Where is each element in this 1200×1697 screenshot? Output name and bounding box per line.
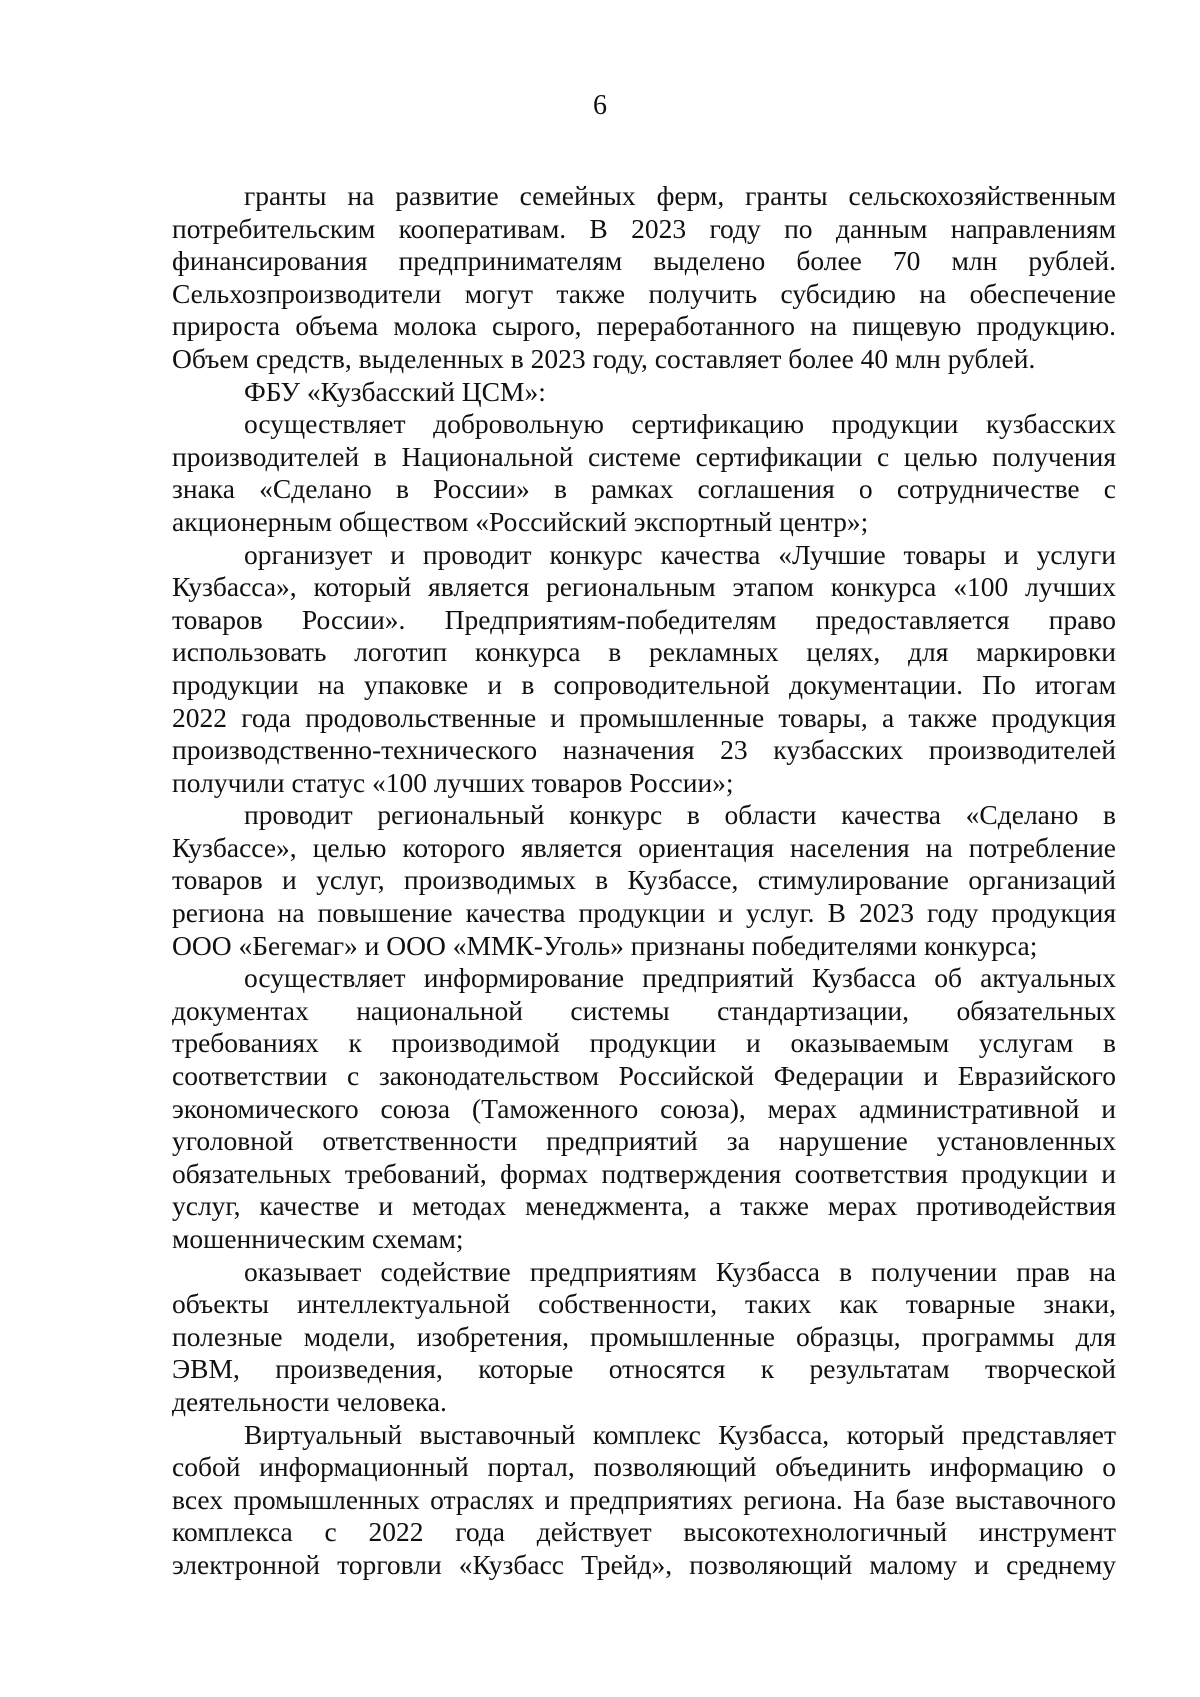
text-line: 2022 года продовольственные и промышленные товары, а также продукция xyxy=(172,701,1116,733)
text-line: обязательных требований, формах подтверждения соответствия продукции и xyxy=(172,1157,1116,1189)
text-line: мошенническим схемам; xyxy=(172,1223,464,1254)
text-line: акционерным обществом «Российский экспортный центр»; xyxy=(172,505,869,537)
text-line: документах национальной системы стандартизации, обязательных xyxy=(172,994,1116,1026)
text-line: уголовной ответственности предприятий за нарушение установленных xyxy=(172,1125,1116,1157)
text-line: товаров и услуг, производимых в Кузбассе, стимулирование организаций xyxy=(172,864,1116,896)
text-line: Кузбасса», который является региональным этапом конкурса «100 лучших xyxy=(172,571,1116,603)
text-line: электронной торговли «Кузбасс Трейд», позволяющий малому и среднему xyxy=(172,1548,1116,1580)
text-line: получили статус «100 лучших товаров России»; xyxy=(172,766,734,798)
text-line: ЭВМ, произведения, которые относятся к результатам творческой xyxy=(172,1353,1116,1385)
text-line: осуществляет информирование предприятий Кузбасса об актуальных xyxy=(244,962,1116,994)
text-line: объекты интеллектуальной собственности, таких как товарные знаки, xyxy=(172,1288,1116,1320)
text-line: прироста объема молока сырого, переработанного на пищевую продукцию. xyxy=(172,310,1116,342)
text-line: собой информационный портал, позволяющий объединить информацию о xyxy=(172,1451,1116,1483)
text-line: услуг, качестве и методах менеджмента, а также мерах противодействия xyxy=(172,1190,1116,1222)
text-line: потребительским кооперативам. В 2023 году по данным направлениям xyxy=(172,212,1116,244)
text-line: Кузбассе», целью которого является ориентация населения на потребление xyxy=(172,831,1116,863)
text-line: знака «Сделано в России» в рамках соглашения о сотрудничестве с xyxy=(172,473,1116,505)
text-line: проводит региональный конкурс в области качества «Сделано в xyxy=(244,799,1116,831)
text-line: оказывает содействие предприятиям Кузбасса в получении прав на xyxy=(244,1255,1116,1287)
text-line: соответствии с законодательством Российской Федерации и Евразийского xyxy=(172,1060,1116,1092)
text-line: производственно-технического назначения 23 кузбасских производителей xyxy=(172,734,1116,766)
text-line: всех промышленных отраслях и предприятиях региона. На базе выставочного xyxy=(172,1483,1116,1515)
text-line: гранты на развитие семейных ферм, гранты сельскохозяйственным xyxy=(244,180,1116,211)
text-line: Виртуальный выставочный комплекс Кузбасса, который представляет xyxy=(244,1418,1116,1450)
text-line: региона на повышение качества продукции и услуг. В 2023 году продукция xyxy=(172,897,1116,929)
text-line: осуществляет добровольную сертификацию продукции кузбасских xyxy=(244,408,1116,440)
text-line: финансирования предпринимателям выделено более 70 млн рублей. xyxy=(172,245,1116,277)
body-text xyxy=(172,180,1116,1582)
text-line: Сельхозпроизводители могут также получить субсидию на обеспечение xyxy=(172,277,1116,309)
text-line: деятельности человека. xyxy=(172,1385,447,1417)
page-number: 6 xyxy=(593,90,607,121)
text-line: использовать логотип конкурса в рекламных целях, для маркировки xyxy=(172,636,1116,668)
text-line: производителей в Национальной системе сертификации с целью получения xyxy=(172,440,1116,472)
text-line: полезные модели, изобретения, промышленные образцы, программы для xyxy=(172,1320,1116,1352)
text-line: товаров России». Предприятиям-победителям предоставляется право xyxy=(172,603,1116,635)
text-line: продукции на упаковке и в сопроводительной документации. По итогам xyxy=(172,668,1116,700)
text-line: ФБУ «Кузбасский ЦСМ»: xyxy=(244,375,546,407)
text-line: организует и проводит конкурс качества «Лучшие товары и услуги xyxy=(244,538,1116,570)
text-line: экономического союза (Таможенного союза), мерах административной и xyxy=(172,1092,1116,1124)
text-line: ООО «Бегемаг» и ООО «ММК-Уголь» признаны победителями конкурса; xyxy=(172,929,1038,961)
text-line: требованиях к производимой продукции и оказываемым услугам в xyxy=(172,1027,1116,1059)
text-line: комплекса с 2022 года действует высокотехнологичный инструмент xyxy=(172,1516,1116,1548)
text-line: Объем средств, выделенных в 2023 году, составляет более 40 млн рублей. xyxy=(172,342,1036,374)
